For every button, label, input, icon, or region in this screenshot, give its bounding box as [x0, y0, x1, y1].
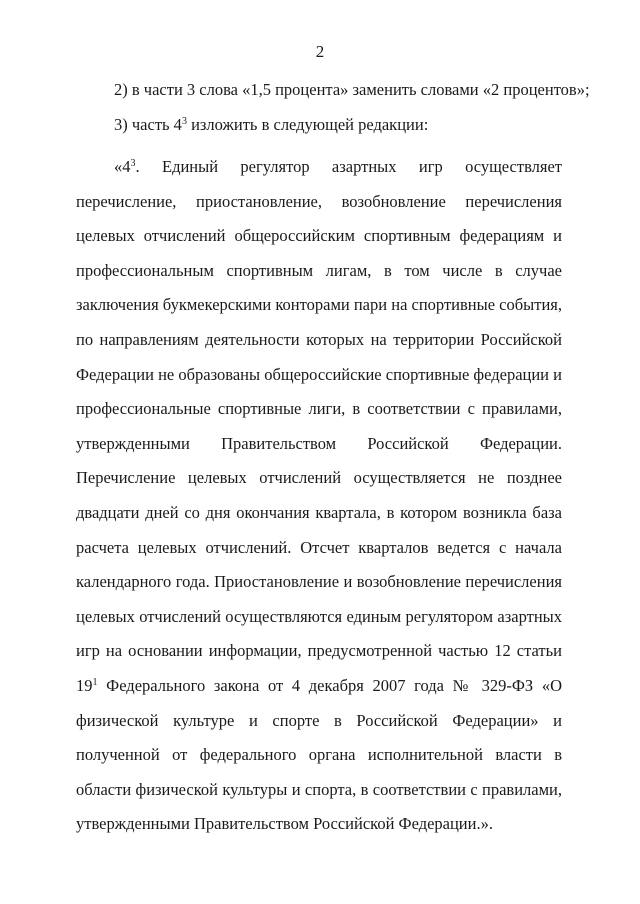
new-part-body-2: Федерального закона от 4 декабря 2007 года № 329-ФЗ «О физической культуре и спорте в Российской Федерации» и полученной от федерального органа исполнительной власти в области физической культуры и спорта, в соответствии с правилами, утвержденными Правительством Российской Федерации.». — [76, 675, 562, 834]
article-superscript: 1 — [92, 676, 98, 688]
new-part-lead: «4 — [114, 157, 131, 176]
amendment-item-3-superscript: 3 — [181, 116, 187, 127]
amendment-item-3-after: изложить в следующей редакции: — [186, 115, 429, 134]
amendment-item-3-before: 3) часть 4 — [114, 115, 182, 134]
new-part-text — [76, 150, 562, 842]
new-part-lead-superscript: 3 — [130, 158, 136, 169]
amendment-item-3 — [114, 115, 428, 135]
new-part-body-1: . Единый регулятор азартных игр осуществляет перечисление, приостановление, возобновление перечисления целевых отчислений общероссийским спортивным федерациям и профессиональным спортивным лигам, в том числе в случае заключения букмекерскими конторами пари на спортивные события, по направлениям деятельности которых на территории Российской Федерации не образованы общероссийские спортивные федерации и профессиональные спортивные лиги, в соответствии с правилами, утвержденными Правительством Российской Федерации. Перечисление целевых отчислений осуществляется не позднее двадцати дней со дня окончания квартала, в котором возникла база расчета целевых отчислений. Отсчет кварталов ведется с начала календарного года. Приостановление и возобновление перечисления целевых отчислений осуществляются единым регулятором азартных игр на основании информации, предусмотренной частью 12 статьи 19 — [76, 157, 562, 695]
page-number: 2 — [315, 42, 325, 61]
amendment-item-2: 2) в части 3 слова «1,5 процента» заменить словами «2 процентов»; — [114, 80, 590, 99]
